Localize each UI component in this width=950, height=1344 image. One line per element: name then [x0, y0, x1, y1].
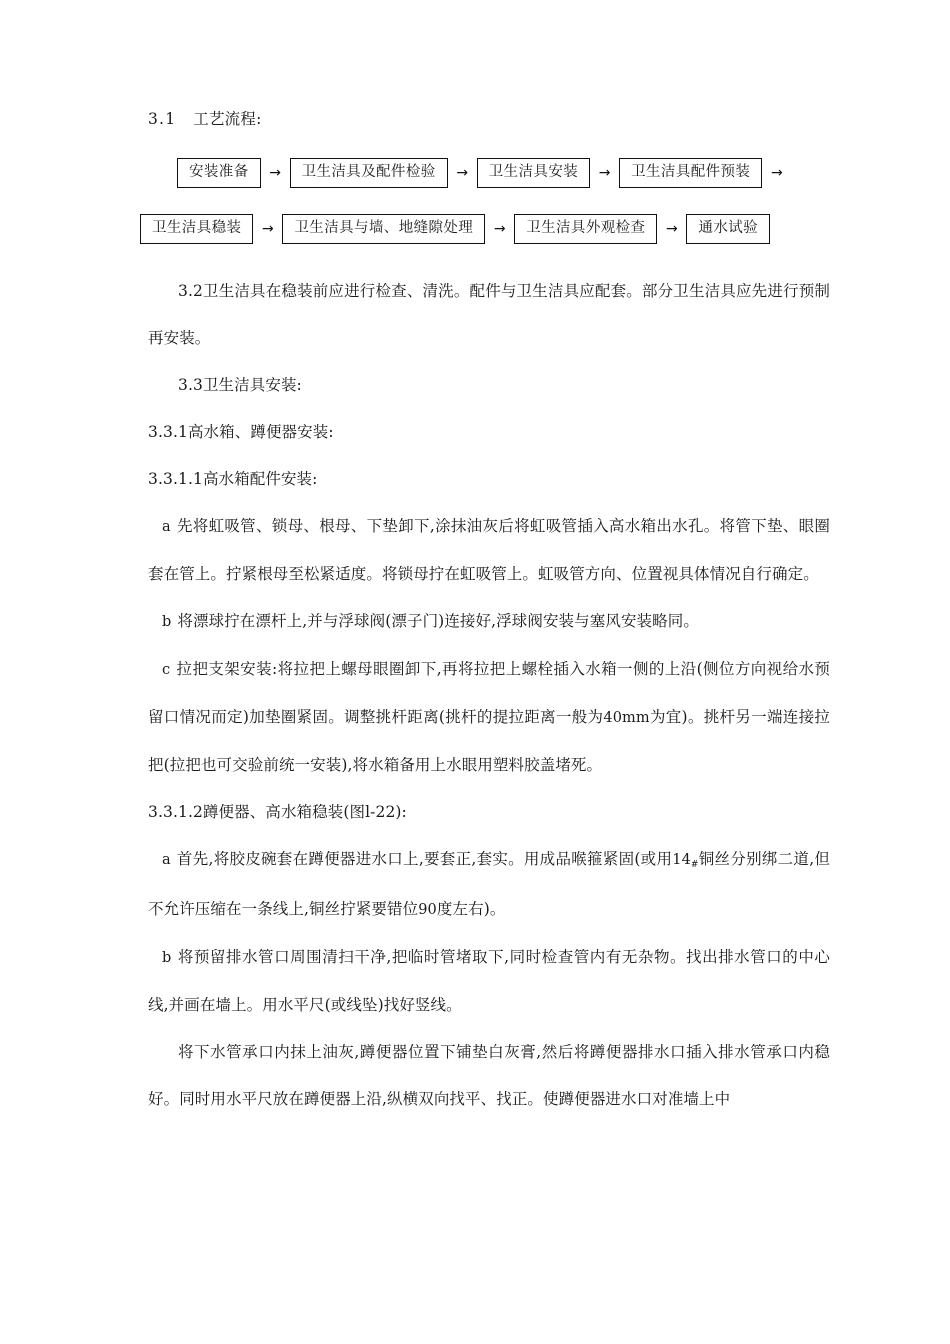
- process-flowchart: [148, 156, 830, 246]
- section-title-3-3-1: 高水箱、蹲便器安装:: [187, 422, 334, 441]
- flow-box-water-flow-test: 通水试验: [686, 214, 770, 244]
- paragraph-3-3-1-1-a: [148, 503, 830, 598]
- measurement-value-40mm: 40mm: [603, 709, 650, 726]
- flowchart-row-2: [140, 212, 830, 246]
- paragraph-3-3-1-2: [148, 789, 830, 836]
- list-text-a: 先将虹吸管、锁母、根母、下垫卸下,涂抹油灰后将虹吸管插入高水箱出水孔。将管下垫、眼圈套在管上。拧紧根母至松紧适度。将锁母拧在虹吸管上。虹吸管方向、位置视具体情况自行确定。: [148, 516, 830, 583]
- paragraph-3-3: [148, 362, 830, 409]
- list-label-c: c: [162, 661, 171, 678]
- flow-arrow-icon: →: [666, 220, 678, 237]
- list-label-b: b: [162, 949, 172, 966]
- section-number-3-3-1-2: 3.3.1.2: [148, 802, 203, 821]
- paragraph-3-3-1-1-c: [148, 646, 830, 789]
- paragraph-3-3-1: [148, 409, 830, 456]
- section-number-3-2: 3.2: [178, 281, 203, 300]
- paragraph-3-3-1-2-a: [148, 836, 830, 934]
- flow-box-accessory-preassembly: 卫生洁具配件预装: [619, 158, 762, 188]
- wire-gauge-hash-mark: #: [690, 859, 699, 870]
- flow-box-fixture-fixing: 卫生洁具稳装: [140, 214, 253, 244]
- list-label-b: b: [162, 613, 172, 630]
- list-text-c-part2: 为宜)。挑杆另一端连接拉把(拉把也可交验前统一安装),将水箱备用上水眼用塑料胶盖堵死。: [148, 707, 830, 774]
- section-number-3-3: 3.3: [178, 375, 203, 394]
- list-text-b: 将预留排水管口周围清扫干净,把临时管堵取下,同时检查管内有无杂物。找出排水管口的中心线,并画在墙上。用水平尺(或线坠)找好竖线。: [148, 947, 830, 1014]
- angle-value-90: 90: [418, 901, 437, 918]
- list-text-a-part3: 度左右)。: [436, 899, 506, 918]
- section-title-3-3-1-2: 蹲便器、高水箱稳装(图l-22):: [202, 802, 407, 821]
- flow-arrow-icon: →: [262, 220, 274, 237]
- section-title-3-1: 工艺流程:: [193, 110, 262, 128]
- section-title-3-3: 卫生洁具安装:: [202, 375, 302, 394]
- section-number-3-1: 3.1: [148, 110, 177, 128]
- flowchart-row-1: [177, 156, 830, 190]
- flow-box-wall-floor-gap-treatment: 卫生洁具与墙、地缝隙处理: [282, 214, 485, 244]
- section-heading-3-1: [148, 112, 830, 128]
- wire-gauge-number: 14: [672, 851, 691, 868]
- list-label-a: a: [162, 851, 171, 868]
- section-text-3-2: 卫生洁具在稳装前应进行检查、清洗。配件与卫生洁具应配套。部分卫生洁具应先进行预制再安装。: [148, 281, 830, 347]
- flow-box-fixture-installation: 卫生洁具安装: [477, 158, 590, 188]
- paragraph-3-3-1-2-b: [148, 934, 830, 1029]
- flow-box-fixture-and-accessory-inspection: 卫生洁具及配件检验: [290, 158, 448, 188]
- list-text-a-part1: 首先,将胶皮碗套在蹲便器进水口上,要套正,套实。用成品喉箍紧固(或用: [176, 849, 673, 868]
- list-text-b: 将漂球拧在漂杆上,并与浮球阀(漂子门)连接好,浮球阀安装与塞风安装略同。: [177, 611, 699, 630]
- section-title-3-3-1-1: 高水箱配件安装:: [202, 469, 318, 488]
- paragraph-3-2: [148, 268, 830, 362]
- section-number-3-3-1: 3.3.1: [148, 422, 188, 441]
- list-label-a: a: [162, 518, 171, 535]
- list-text-c-part1: 拉把支架安装:将拉把上螺母眼圈卸下,再将拉把上螺栓插入水箱一侧的上沿(侧位方向视给水预留口情况而定)加垫圈紧固。调整挑杆距离(挑杆的提拉距离一般为: [148, 659, 830, 726]
- document-content: [148, 112, 830, 1123]
- flow-arrow-icon: →: [770, 164, 783, 181]
- paragraph-final: 将下水管承口内抹上油灰,蹲便器位置下铺垫白灰膏,然后将蹲便器排水口插入排水管承口内稳好。同时用水平尺放在蹲便器上沿,纵横双向找平、找正。使蹲便器进水口对准墙上中: [148, 1042, 830, 1108]
- flow-arrow-icon: →: [269, 164, 281, 181]
- flow-arrow-icon: →: [456, 164, 469, 181]
- paragraph-3-3-1-1-b: [148, 598, 830, 646]
- list-text-a-part2: 铜丝分别绑二道,但不允许压缩在一条线上,铜丝拧紧要错位: [148, 849, 831, 918]
- flow-arrow-icon: →: [598, 164, 611, 181]
- paragraph-3-3-1-1: [148, 456, 830, 503]
- flow-box-appearance-inspection: 卫生洁具外观检查: [514, 214, 657, 244]
- flow-arrow-icon: →: [493, 220, 506, 237]
- section-number-3-3-1-1: 3.3.1.1: [148, 469, 203, 488]
- flow-box-installation-preparation: 安装准备: [177, 158, 261, 188]
